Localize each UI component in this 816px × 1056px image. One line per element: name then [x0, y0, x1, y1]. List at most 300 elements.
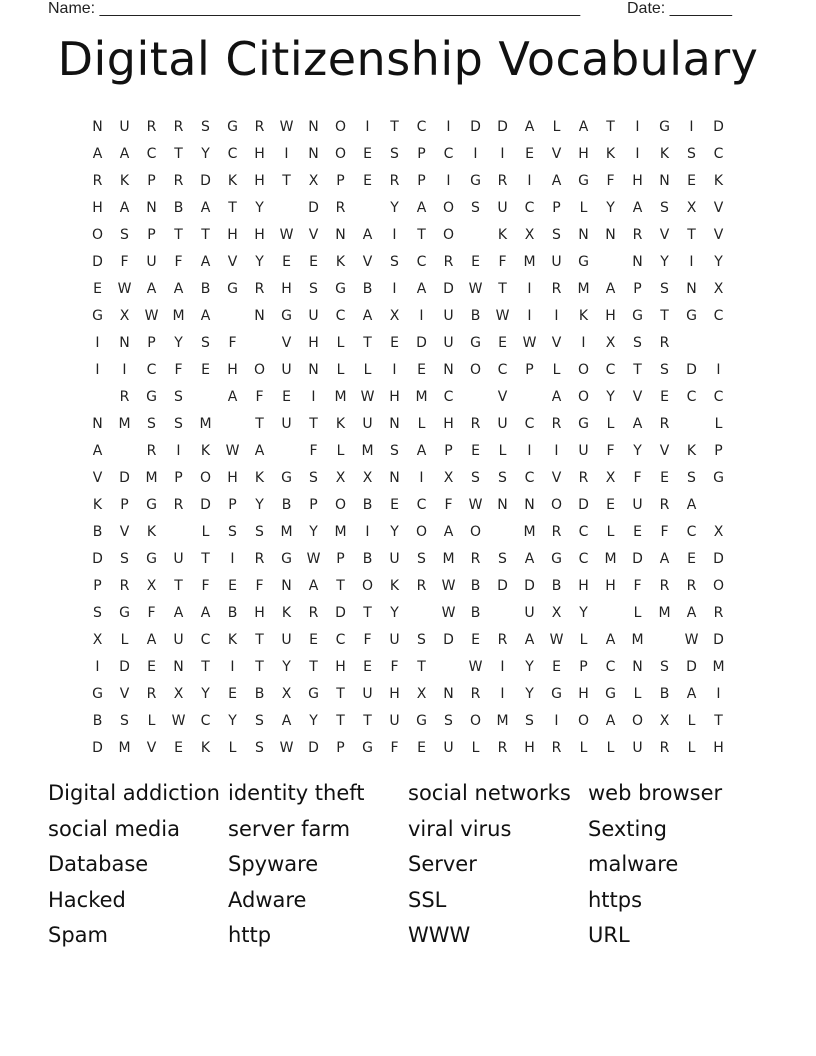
grid-cell: R [659, 497, 670, 513]
grid-cell: S [498, 470, 507, 486]
grid-cell: G [308, 686, 319, 702]
grid-cell: R [659, 416, 670, 432]
grid-cell: C [200, 632, 211, 648]
grid-cell: H [308, 335, 319, 351]
grid-cell [246, 330, 273, 357]
grid-cell: A [200, 605, 211, 621]
grid-cell: G [146, 551, 157, 567]
grid-cell: L [363, 362, 372, 378]
grid-cell: A [686, 497, 697, 513]
grid-cell: O [469, 362, 482, 378]
grid-cell: M [118, 416, 131, 432]
grid-cell: U [281, 632, 292, 648]
grid-cell: I [554, 308, 559, 324]
grid-cell: H [578, 146, 589, 162]
grid-cell: D [308, 740, 319, 756]
grid-cell [705, 492, 732, 519]
grid-cell: H [713, 740, 724, 756]
grid-cell: U [443, 740, 454, 756]
grid-cell: K [335, 416, 346, 432]
grid-cell: D [632, 551, 643, 567]
grid-cell: M [361, 443, 374, 459]
grid-cell: R [254, 119, 265, 135]
word-bank-item: https [588, 887, 643, 912]
grid-cell: A [443, 524, 454, 540]
grid-cell: V [119, 524, 130, 540]
grid-cell: L [606, 524, 615, 540]
grid-cell: N [497, 497, 508, 513]
grid-cell: Y [390, 605, 399, 621]
grid-cell: C [524, 416, 535, 432]
grid-cell [273, 438, 300, 465]
grid-cell: S [390, 254, 399, 270]
grid-cell: T [309, 659, 318, 675]
grid-cell: A [632, 416, 643, 432]
grid-cell: D [92, 551, 103, 567]
grid-cell: N [119, 335, 130, 351]
grid-row [84, 546, 732, 573]
grid-cell: F [174, 254, 183, 270]
grid-cell: G [551, 686, 562, 702]
grid-cell: T [282, 173, 291, 189]
grid-cell: C [416, 497, 427, 513]
grid-cell: E [660, 470, 669, 486]
grid-cell: V [308, 227, 319, 243]
grid-cell: L [714, 416, 723, 432]
word-bank-item: SSL [408, 887, 447, 912]
grid-cell: Y [255, 254, 264, 270]
grid-cell: S [552, 227, 561, 243]
grid-cell: H [254, 173, 265, 189]
grid-cell: B [362, 551, 373, 567]
grid-cell: Y [255, 497, 264, 513]
grid-cell: A [524, 119, 535, 135]
grid-cell [192, 384, 219, 411]
grid-cell: O [334, 497, 347, 513]
grid-cell: V [281, 335, 292, 351]
header-line [48, 0, 748, 18]
grid-cell: H [254, 146, 265, 162]
grid-cell: P [120, 497, 129, 513]
grid-cell: U [281, 416, 292, 432]
grid-cell: Y [525, 659, 534, 675]
grid-cell: E [498, 335, 507, 351]
grid-cell: Y [390, 524, 399, 540]
grid-cell: K [281, 605, 292, 621]
grid-cell: K [335, 254, 346, 270]
grid-cell: C [686, 389, 697, 405]
grid-cell: E [93, 281, 102, 297]
grid-cell: L [687, 713, 696, 729]
grid-cell: I [716, 362, 721, 378]
grid-cell: T [201, 551, 210, 567]
grid-cell: M [523, 254, 536, 270]
grid-cell: S [687, 146, 696, 162]
grid-cell: B [551, 578, 562, 594]
grid-cell: C [443, 389, 454, 405]
grid-cell: E [471, 254, 480, 270]
grid-cell [678, 411, 705, 438]
word-bank-item: server farm [228, 816, 351, 841]
grid-cell: A [200, 308, 211, 324]
word-search-grid [84, 114, 732, 762]
grid-cell: C [605, 659, 616, 675]
grid-cell: S [390, 443, 399, 459]
grid-cell: O [631, 713, 644, 729]
grid-cell: W [495, 308, 510, 324]
grid-cell: E [390, 335, 399, 351]
grid-cell: N [92, 416, 103, 432]
name-field[interactable]: Name: ______________________________________________________ [48, 0, 581, 17]
grid-cell: H [443, 416, 454, 432]
grid-cell: K [389, 578, 400, 594]
grid-row [84, 465, 732, 492]
grid-cell: B [362, 497, 373, 513]
grid-cell: L [606, 740, 615, 756]
grid-cell: A [173, 281, 184, 297]
grid-cell: H [632, 173, 643, 189]
word-bank-item: Database [48, 852, 149, 876]
grid-cell: D [713, 632, 724, 648]
grid-cell: X [92, 632, 103, 648]
grid-cell: S [174, 416, 183, 432]
grid-cell: D [578, 497, 589, 513]
grid-cell: R [551, 524, 562, 540]
grid-cell: P [336, 551, 345, 567]
grid-cell: F [633, 470, 642, 486]
grid-cell: A [281, 713, 292, 729]
grid-cell: E [390, 497, 399, 513]
grid-cell: Y [390, 200, 399, 216]
grid-cell: H [254, 227, 265, 243]
grid-cell: V [659, 443, 670, 459]
grid-cell: T [390, 119, 399, 135]
grid-cell: F [309, 443, 318, 459]
grid-row [84, 735, 732, 762]
grid-cell: L [417, 416, 426, 432]
grid-cell: C [200, 713, 211, 729]
grid-cell: E [282, 389, 291, 405]
grid-cell: F [660, 524, 669, 540]
grid-cell: R [146, 119, 157, 135]
grid-cell: B [200, 281, 211, 297]
grid-cell: L [552, 119, 561, 135]
grid-cell: N [173, 659, 184, 675]
grid-cell: L [471, 740, 480, 756]
grid-cell: E [309, 254, 318, 270]
grid-cell: N [389, 416, 400, 432]
grid-cell: I [230, 659, 235, 675]
grid-cell: G [335, 281, 346, 297]
grid-cell: N [659, 173, 670, 189]
grid-cell [435, 654, 462, 681]
grid-cell: N [146, 200, 157, 216]
grid-cell: R [551, 416, 562, 432]
grid-cell: V [362, 254, 373, 270]
grid-cell: F [390, 740, 399, 756]
grid-cell [165, 519, 192, 546]
grid-cell: S [174, 389, 183, 405]
grid-cell: K [200, 443, 211, 459]
grid-cell: D [119, 659, 130, 675]
grid-cell: O [442, 227, 455, 243]
grid-cell: I [419, 470, 424, 486]
grid-row [84, 681, 732, 708]
grid-cell: M [523, 524, 536, 540]
date-field[interactable]: Date: _______ [627, 0, 732, 17]
grid-cell: C [497, 362, 508, 378]
grid-cell: K [200, 740, 211, 756]
grid-cell: K [146, 524, 157, 540]
grid-cell: O [361, 578, 374, 594]
word-bank-item: http [228, 923, 272, 947]
grid-cell: F [444, 497, 453, 513]
grid-cell: L [633, 686, 642, 702]
grid-cell: M [172, 308, 185, 324]
grid-cell: X [308, 173, 319, 189]
grid-cell: P [444, 443, 453, 459]
word-bank-item: URL [588, 923, 630, 947]
grid-cell: Y [228, 713, 237, 729]
grid-cell: I [473, 146, 478, 162]
grid-cell: N [605, 227, 616, 243]
grid-cell: M [577, 281, 590, 297]
grid-row [84, 492, 732, 519]
grid-cell: G [686, 308, 697, 324]
grid-cell: I [500, 659, 505, 675]
grid-cell: A [119, 146, 130, 162]
grid-cell: D [308, 200, 319, 216]
grid-cell: M [145, 470, 158, 486]
grid-cell: C [605, 362, 616, 378]
word-bank-item: Adware [228, 887, 307, 912]
grid-cell: R [470, 416, 481, 432]
grid-cell: G [578, 254, 589, 270]
grid-cell: E [417, 740, 426, 756]
grid-cell: Y [606, 389, 615, 405]
grid-cell: E [309, 632, 318, 648]
grid-cell: L [498, 443, 507, 459]
grid-cell: A [632, 200, 643, 216]
word-bank-row [48, 776, 788, 812]
grid-cell: F [147, 605, 156, 621]
grid-cell: W [279, 119, 294, 135]
grid-cell: A [227, 389, 238, 405]
grid-cell: R [659, 740, 670, 756]
grid-cell: E [687, 173, 696, 189]
grid-cell [354, 195, 381, 222]
grid-cell: U [389, 551, 400, 567]
grid-cell: H [605, 578, 616, 594]
grid-cell: G [119, 605, 130, 621]
grid-cell: R [173, 119, 184, 135]
grid-cell: K [227, 173, 238, 189]
grid-cell: S [660, 659, 669, 675]
grid-cell: I [365, 119, 370, 135]
grid-cell: E [660, 389, 669, 405]
grid-cell: R [173, 497, 184, 513]
grid-cell: S [525, 713, 534, 729]
grid-cell: P [147, 335, 156, 351]
grid-cell: I [311, 389, 316, 405]
grid-cell: U [389, 713, 400, 729]
grid-cell: W [468, 659, 483, 675]
grid-cell: H [335, 659, 346, 675]
grid-cell: R [713, 605, 724, 621]
grid-cell: U [308, 308, 319, 324]
grid-cell: C [713, 308, 724, 324]
grid-cell: R [146, 686, 157, 702]
grid-cell: E [417, 362, 426, 378]
grid-cell: K [254, 470, 265, 486]
grid-cell: W [360, 389, 375, 405]
grid-cell: Y [714, 254, 723, 270]
grid-cell: X [281, 686, 292, 702]
grid-row [84, 600, 732, 627]
grid-row [84, 303, 732, 330]
grid-cell: K [713, 173, 724, 189]
grid-cell: R [470, 686, 481, 702]
grid-cell: V [497, 389, 508, 405]
grid-cell: G [146, 389, 157, 405]
grid-cell: Y [201, 686, 210, 702]
word-bank-item: identity theft [228, 781, 365, 805]
grid-cell: Y [309, 524, 318, 540]
grid-cell: W [144, 308, 159, 324]
grid-cell: N [308, 362, 319, 378]
grid-cell: S [147, 416, 156, 432]
grid-cell: X [713, 281, 724, 297]
grid-cell: W [279, 227, 294, 243]
grid-cell: T [714, 713, 723, 729]
grid-cell: H [389, 389, 400, 405]
grid-cell: X [686, 200, 697, 216]
grid-cell: E [363, 173, 372, 189]
grid-cell: I [365, 524, 370, 540]
grid-cell: H [578, 686, 589, 702]
grid-cell: T [633, 362, 642, 378]
grid-cell: O [469, 713, 482, 729]
grid-row [84, 708, 732, 735]
grid-cell: U [443, 308, 454, 324]
grid-cell: U [119, 119, 130, 135]
grid-cell: Y [525, 686, 534, 702]
grid-cell: D [200, 173, 211, 189]
grid-cell: X [605, 470, 616, 486]
grid-cell: I [122, 362, 127, 378]
grid-cell: A [659, 551, 670, 567]
grid-cell: H [227, 362, 238, 378]
grid-cell: A [416, 281, 427, 297]
grid-cell: I [392, 362, 397, 378]
grid-cell: S [498, 551, 507, 567]
grid-cell: I [95, 335, 100, 351]
grid-cell: G [632, 308, 643, 324]
grid-cell: R [470, 551, 481, 567]
grid-cell: C [443, 146, 454, 162]
grid-cell: D [119, 470, 130, 486]
grid-cell: V [551, 470, 562, 486]
grid-cell: E [471, 443, 480, 459]
grid-cell: T [228, 200, 237, 216]
grid-cell: O [415, 524, 428, 540]
grid-cell: X [389, 308, 400, 324]
grid-cell: T [606, 119, 615, 135]
grid-cell: U [173, 632, 184, 648]
grid-cell: E [525, 146, 534, 162]
grid-cell: F [498, 254, 507, 270]
grid-cell: Y [606, 200, 615, 216]
grid-cell: U [389, 632, 400, 648]
grid-cell: S [417, 551, 426, 567]
grid-cell: G [578, 416, 589, 432]
grid-row [84, 114, 732, 141]
grid-cell: E [687, 551, 696, 567]
grid-cell: W [441, 578, 456, 594]
grid-cell: L [336, 362, 345, 378]
grid-cell [489, 519, 516, 546]
grid-cell: R [659, 335, 670, 351]
grid-row [84, 411, 732, 438]
grid-cell: T [336, 713, 345, 729]
grid-cell: D [713, 551, 724, 567]
grid-cell: N [281, 578, 292, 594]
grid-cell: C [227, 146, 238, 162]
grid-cell: I [527, 443, 532, 459]
grid-cell: O [712, 578, 725, 594]
word-bank-item: viral virus [408, 816, 512, 841]
grid-cell: I [500, 686, 505, 702]
grid-cell: I [95, 659, 100, 675]
grid-cell: I [392, 227, 397, 243]
grid-cell: N [308, 146, 319, 162]
grid-cell: T [417, 227, 426, 243]
grid-cell: O [334, 146, 347, 162]
grid-cell: C [578, 524, 589, 540]
grid-cell: T [417, 659, 426, 675]
grid-cell: X [605, 335, 616, 351]
grid-cell: F [606, 443, 615, 459]
grid-cell: O [577, 389, 590, 405]
grid-cell [462, 222, 489, 249]
grid-cell [678, 330, 705, 357]
grid-cell: S [660, 200, 669, 216]
grid-cell: A [362, 227, 373, 243]
grid-cell: P [633, 281, 642, 297]
grid-cell: X [173, 686, 184, 702]
grid-cell: S [660, 281, 669, 297]
grid-row [84, 276, 732, 303]
grid-cell: S [390, 146, 399, 162]
grid-cell: U [632, 497, 643, 513]
grid-cell: G [362, 740, 373, 756]
grid-cell: A [119, 200, 130, 216]
word-bank-item: Spam [48, 923, 108, 947]
grid-cell: I [635, 119, 640, 135]
grid-cell: H [524, 740, 535, 756]
grid-cell: S [417, 632, 426, 648]
grid-cell: V [632, 389, 643, 405]
grid-cell: R [497, 173, 508, 189]
grid-cell: N [578, 227, 589, 243]
grid-cell: A [524, 551, 535, 567]
grid-cell: A [686, 686, 697, 702]
grid-cell: E [282, 254, 291, 270]
grid-row [84, 627, 732, 654]
grid-cell: S [120, 227, 129, 243]
grid-cell: B [281, 497, 292, 513]
grid-cell: A [578, 119, 589, 135]
